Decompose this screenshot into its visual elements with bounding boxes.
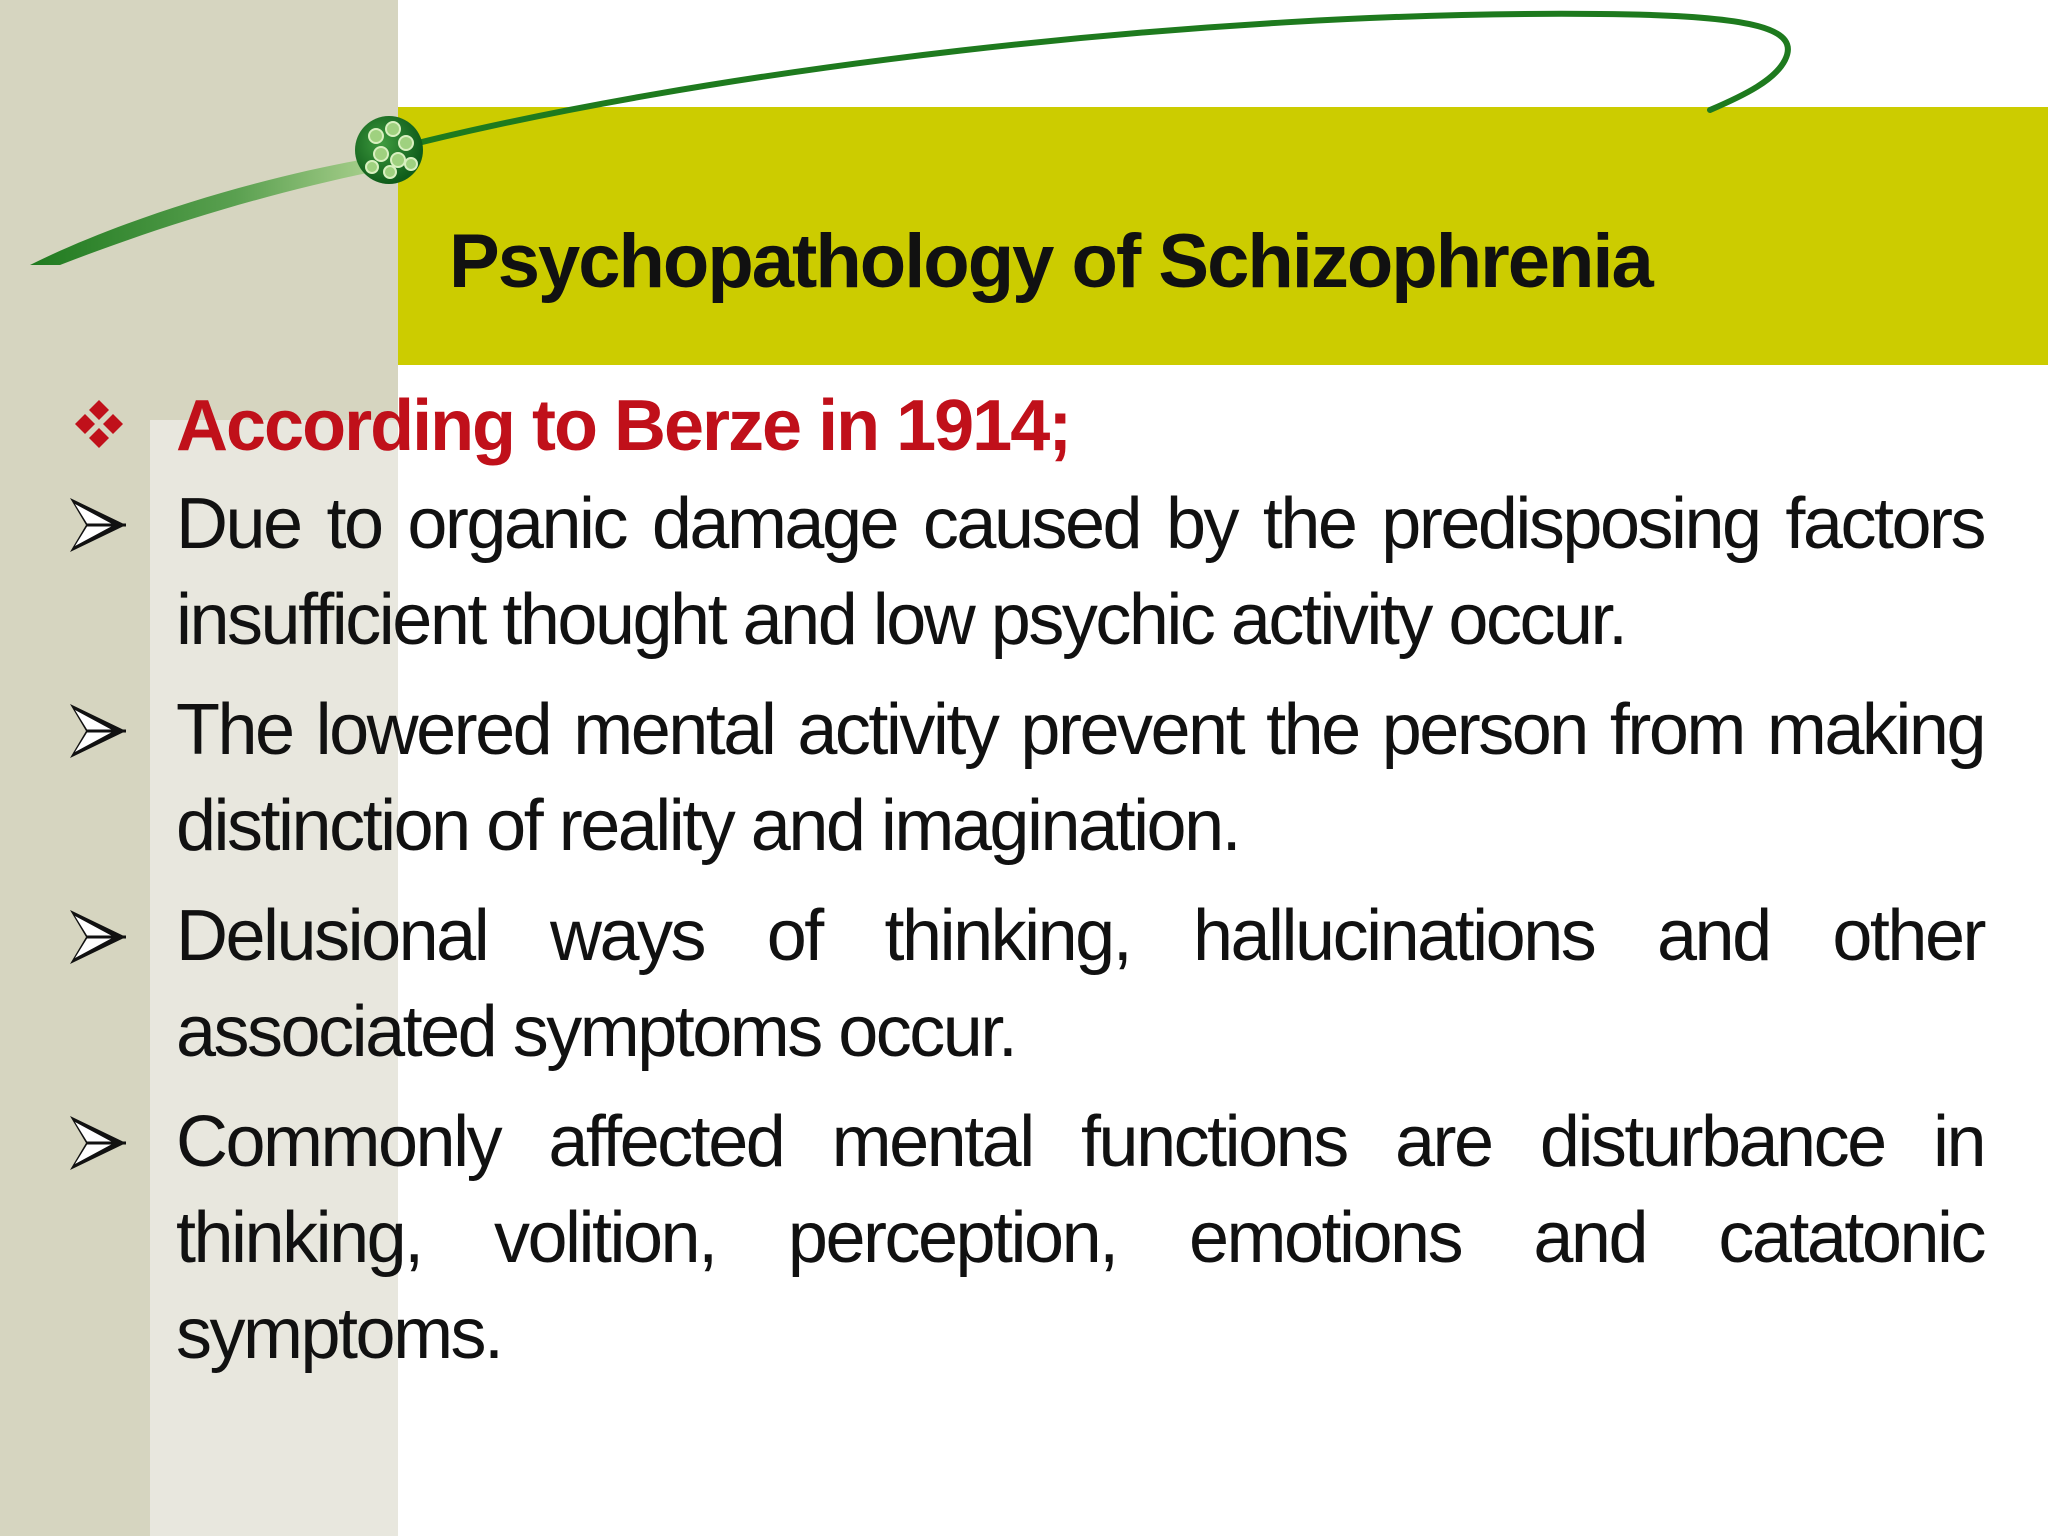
bullet-point-text: The lowered mental activity prevent the person from making distinction of reality and imagination.	[176, 690, 1984, 866]
bullet-point	[176, 682, 1984, 874]
cell-cluster-icon	[355, 116, 423, 184]
arrowhead-bullet-icon	[64, 696, 134, 766]
slide-title: Psychopathology of Schizophrenia	[449, 219, 1652, 304]
bullet-point	[176, 888, 1984, 1080]
slide-content	[0, 380, 2048, 1396]
heading-text: According to Berze in 1914;	[176, 386, 1071, 466]
arrowhead-bullet-icon	[64, 902, 134, 972]
bullet-point-text: Due to organic damage caused by the predisposing factors insufficient thought and low psychic activity occur.	[176, 484, 1984, 660]
bullet-point-text: Delusional ways of thinking, hallucinations and other associated symptoms occur.	[176, 896, 1984, 1072]
arrowhead-bullet-icon	[64, 1108, 134, 1178]
bullet-point-text: Commonly affected mental functions are disturbance in thinking, volition, perception, emotions and catatonic symptoms.	[176, 1102, 1984, 1374]
arrowhead-bullet-icon	[64, 490, 134, 560]
four-diamond-bullet-icon	[64, 394, 134, 464]
heading-item	[176, 380, 1984, 472]
bullet-point	[176, 476, 1984, 668]
bullet-point	[176, 1094, 1984, 1382]
